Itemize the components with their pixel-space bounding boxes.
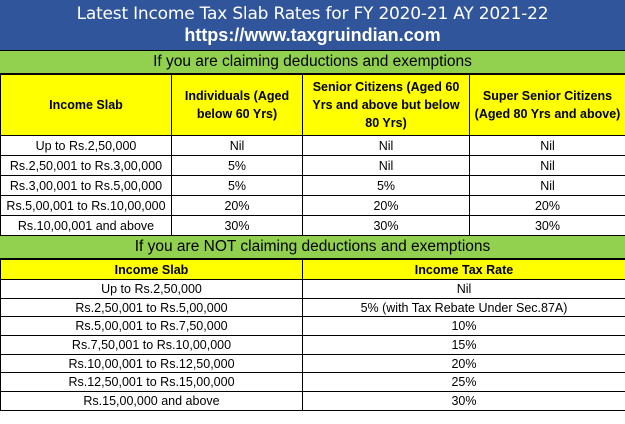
table-cell: Nil (303, 280, 625, 299)
table-row (1, 373, 625, 392)
column-header: Individuals (Aged below 60 Yrs) (172, 75, 303, 136)
table-header-row (1, 260, 625, 280)
table-row (1, 317, 625, 336)
column-header: Income Slab (1, 75, 172, 136)
column-header: Super Senior Citizens (Aged 80 Yrs and above) (470, 75, 625, 136)
table-cell: Nil (470, 176, 625, 196)
table-cell: 5% (303, 176, 470, 196)
table-cell: 20% (303, 354, 625, 373)
table-row (1, 336, 625, 355)
section2-heading: If you are NOT claiming deductions and exemptions (0, 235, 625, 259)
table-cell: Rs.5,00,001 to Rs.10,00,000 (1, 196, 172, 216)
table-cell: 5% (172, 156, 303, 176)
table-cell: Rs.3,00,001 to Rs.5,00,000 (1, 176, 172, 196)
deductions-table (0, 74, 625, 236)
table-row (1, 298, 625, 317)
table-cell: Rs.5,00,001 to Rs.7,50,000 (1, 317, 303, 336)
table-cell: Up to Rs.2,50,000 (1, 280, 303, 299)
table-cell: Rs.2,50,001 to Rs.3,00,000 (1, 156, 172, 176)
table-row (1, 216, 625, 236)
table-header-row (1, 75, 625, 136)
table-row (1, 392, 625, 411)
table-cell: Rs.15,00,000 and above (1, 392, 303, 411)
table-row (1, 156, 625, 176)
table-cell: 15% (303, 336, 625, 355)
no-deductions-table (0, 259, 625, 411)
table-row (1, 196, 625, 216)
table-cell: 30% (303, 392, 625, 411)
table-cell: 30% (303, 216, 470, 236)
website-url: https://www.taxgruindian.com (184, 25, 441, 45)
section1-heading: If you are claiming deductions and exemptions (0, 50, 625, 74)
table-cell: 10% (303, 317, 625, 336)
table-cell: Nil (303, 136, 470, 156)
column-header: Income Tax Rate (303, 260, 625, 280)
table-cell: 30% (470, 216, 625, 236)
table-cell: 25% (303, 373, 625, 392)
table-cell: 30% (172, 216, 303, 236)
column-header: Income Slab (1, 260, 303, 280)
table-row (1, 176, 625, 196)
table-cell: Nil (172, 136, 303, 156)
table-cell: Nil (470, 156, 625, 176)
table-cell: Rs.2,50,001 to Rs.5,00,000 (1, 298, 303, 317)
table-row (1, 280, 625, 299)
table-row (1, 354, 625, 373)
table-cell: 20% (172, 196, 303, 216)
title-banner (0, 0, 625, 50)
table-cell: Nil (470, 136, 625, 156)
table-cell: Up to Rs.2,50,000 (1, 136, 172, 156)
table-cell: Nil (303, 156, 470, 176)
table-cell: 20% (470, 196, 625, 216)
column-header: Senior Citizens (Aged 60 Yrs and above but below 80 Yrs) (303, 75, 470, 136)
table-cell: Rs.10,00,001 and above (1, 216, 172, 236)
table-cell: 5% (with Tax Rebate Under Sec.87A) (303, 298, 625, 317)
table-cell: 5% (172, 176, 303, 196)
table-row (1, 136, 625, 156)
table-cell: Rs.7,50,001 to Rs.10,00,000 (1, 336, 303, 355)
table-cell: Rs.12,50,001 to Rs.15,00,000 (1, 373, 303, 392)
page-title: Latest Income Tax Slab Rates for FY 2020-21 AY 2021-22 (76, 4, 549, 24)
table-cell: Rs.10,00,001 to Rs.12,50,000 (1, 354, 303, 373)
table-cell: 20% (303, 196, 470, 216)
